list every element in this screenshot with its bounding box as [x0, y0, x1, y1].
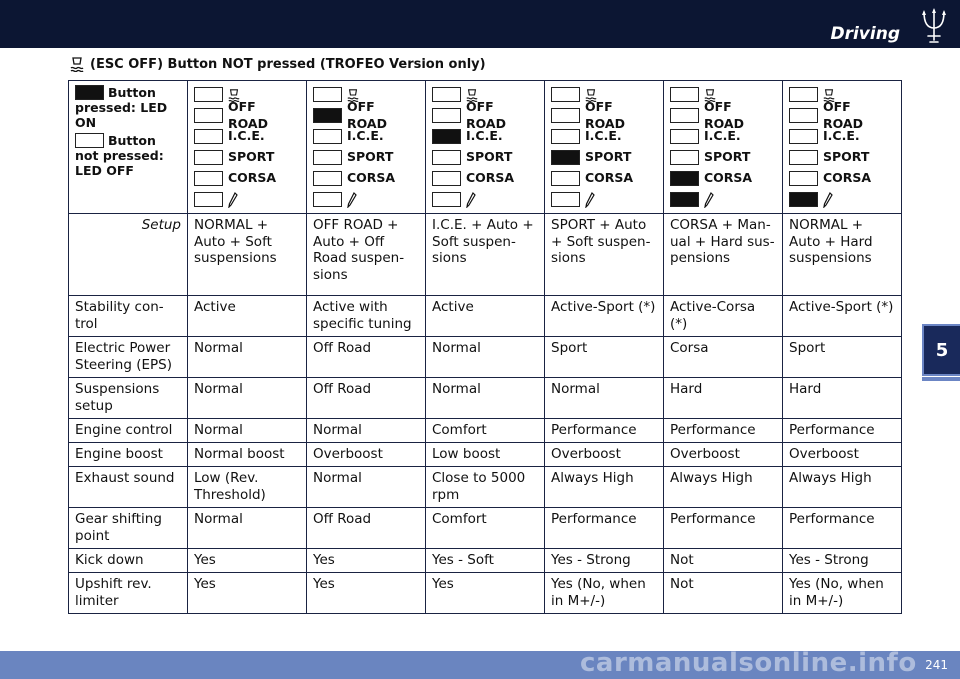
- damper-indicator: [432, 189, 538, 210]
- mode-indicator-cell: [188, 81, 307, 214]
- led-off-box: [789, 87, 818, 102]
- led-off-box: [432, 192, 461, 207]
- table-cell: Sport: [783, 337, 902, 378]
- watermark: carmanualsonline.info: [580, 648, 917, 678]
- indicator-off-road: [313, 99, 419, 131]
- row-label: Engine control: [69, 419, 188, 443]
- mode-indicator-cell: [783, 81, 902, 214]
- table-cell: Yes: [188, 549, 307, 573]
- table-cell: Yes - Strong: [545, 549, 664, 573]
- table-cell: Overboost: [783, 443, 902, 467]
- table-row: [69, 378, 902, 419]
- heading-text: (ESC OFF) Button NOT pressed (TROFEO Version only): [90, 56, 486, 72]
- damper-icon: [823, 192, 833, 208]
- page-number: 241: [925, 658, 948, 672]
- indicator-label: OFF ROAD: [347, 99, 387, 131]
- led-off-box: [432, 108, 461, 123]
- table-row: [69, 573, 902, 614]
- table-cell: Not: [664, 549, 783, 573]
- indicator-label: SPORT: [466, 149, 513, 165]
- table-cell: Off Road: [307, 337, 426, 378]
- indicator-sport: [194, 147, 300, 168]
- indicator-row: [69, 81, 902, 214]
- damper-indicator: [789, 189, 895, 210]
- table-cell: Active: [426, 296, 545, 337]
- row-label: Engine boost: [69, 443, 188, 467]
- indicator-off-road: [670, 99, 776, 131]
- led-off-box: [670, 108, 699, 123]
- led-off-box: [551, 129, 580, 144]
- table-cell: Normal: [307, 467, 426, 508]
- table-cell: Comfort: [426, 419, 545, 443]
- led-on-box: [670, 192, 699, 207]
- table-cell: Not: [664, 573, 783, 614]
- led-off-box: [432, 171, 461, 186]
- indicator-label: CORSA: [347, 170, 396, 186]
- table-cell: Performance: [545, 508, 664, 549]
- table-cell: Performance: [545, 419, 664, 443]
- maserati-trident-icon: [918, 6, 950, 46]
- table-cell: Performance: [783, 508, 902, 549]
- indicator-off-road: [194, 99, 300, 131]
- led-off-box: [551, 87, 580, 102]
- table-cell: Yes - Soft: [426, 549, 545, 573]
- led-off-box: [194, 192, 223, 207]
- led-off-box: [670, 87, 699, 102]
- table-cell: Normal: [545, 378, 664, 419]
- indicator-label: CORSA: [823, 170, 872, 186]
- damper-icon: [466, 192, 476, 208]
- mode-indicator-cell: [426, 81, 545, 214]
- led-off-box: [789, 108, 818, 123]
- damper-indicator: [551, 189, 657, 210]
- indicator-label: CORSA: [466, 170, 515, 186]
- table-cell: NORMAL + Auto + Soft suspensions: [188, 214, 307, 296]
- table-cell: Always High: [545, 467, 664, 508]
- led-off-box: [789, 171, 818, 186]
- mode-indicator-cell: [664, 81, 783, 214]
- indicator-corsa: [670, 168, 776, 189]
- table-cell: Overboost: [664, 443, 783, 467]
- table-cell: Normal: [188, 419, 307, 443]
- indicator-label: OFF ROAD: [228, 99, 268, 131]
- led-on-box: [313, 108, 342, 123]
- damper-indicator: [194, 189, 300, 210]
- led-off-box: [194, 150, 223, 165]
- table-cell: Performance: [783, 419, 902, 443]
- table-cell: Close to 5000 rpm: [426, 467, 545, 508]
- table-cell: Normal: [426, 378, 545, 419]
- indicator-off-road: [789, 99, 895, 131]
- table-cell: Low (Rev. Threshold): [188, 467, 307, 508]
- led-off-box: [194, 87, 223, 102]
- table-cell: SPORT + Auto + Soft suspen- sions: [545, 214, 664, 296]
- table-cell: Overboost: [307, 443, 426, 467]
- mode-indicator-cell: [307, 81, 426, 214]
- indicator-label: I.C.E.: [466, 128, 503, 144]
- esc-off-icon: [70, 56, 84, 72]
- indicator-sport: [551, 147, 657, 168]
- table-heading: [70, 56, 486, 72]
- mode-indicator-cell: [545, 81, 664, 214]
- table-cell: Normal: [188, 337, 307, 378]
- table-cell: NORMAL + Auto + Hard suspensions: [783, 214, 902, 296]
- chapter-number: 5: [935, 339, 949, 361]
- table-cell: I.C.E. + Auto + Soft suspen- sions: [426, 214, 545, 296]
- table-cell: Off Road: [307, 378, 426, 419]
- indicator-label: CORSA: [704, 170, 753, 186]
- top-header-bar: [0, 0, 960, 48]
- drive-mode-table: [68, 80, 902, 614]
- indicator-sport: [313, 147, 419, 168]
- indicator-label: OFF ROAD: [466, 99, 506, 131]
- table-cell: Normal: [188, 508, 307, 549]
- table-cell: Active-Sport (*): [783, 296, 902, 337]
- indicator-label: I.C.E.: [704, 128, 741, 144]
- table-row: [69, 508, 902, 549]
- led-off-box: [432, 87, 461, 102]
- row-label: Exhaust sound: [69, 467, 188, 508]
- table-cell: Normal boost: [188, 443, 307, 467]
- led-on-box: [551, 150, 580, 165]
- table-cell: OFF ROAD + Auto + Off Road suspen- sions: [307, 214, 426, 296]
- led-off-box: [194, 171, 223, 186]
- row-label: Suspensions setup: [69, 378, 188, 419]
- table-cell: Yes: [307, 549, 426, 573]
- led-off-box: [313, 192, 342, 207]
- table-cell: Corsa: [664, 337, 783, 378]
- damper-icon: [585, 192, 595, 208]
- table-cell: Comfort: [426, 508, 545, 549]
- led-on-box: [670, 171, 699, 186]
- indicator-sport: [432, 147, 538, 168]
- indicator-label: OFF ROAD: [585, 99, 625, 131]
- indicator-label: SPORT: [228, 149, 275, 165]
- indicator-corsa: [432, 168, 538, 189]
- indicator-sport: [670, 147, 776, 168]
- led-on-swatch: [75, 85, 104, 100]
- led-off-box: [789, 150, 818, 165]
- table-cell: Always High: [783, 467, 902, 508]
- led-off-box: [789, 129, 818, 144]
- legend-pressed-text: Button pressed: LED ON: [75, 85, 168, 130]
- section-title: Driving: [830, 24, 900, 44]
- table-row: [69, 419, 902, 443]
- table-row: [69, 296, 902, 337]
- table-cell: Overboost: [545, 443, 664, 467]
- table-cell: Performance: [664, 508, 783, 549]
- indicator-corsa: [789, 168, 895, 189]
- led-off-box: [313, 150, 342, 165]
- indicator-label: I.C.E.: [347, 128, 384, 144]
- table-cell: Active with specific tuning: [307, 296, 426, 337]
- indicator-label: OFF ROAD: [823, 99, 863, 131]
- table-cell: Normal: [188, 378, 307, 419]
- table-cell: Yes (No, when in M+/-): [545, 573, 664, 614]
- damper-icon: [228, 192, 238, 208]
- damper-indicator: [670, 189, 776, 210]
- table-cell: Normal: [426, 337, 545, 378]
- led-off-box: [194, 108, 223, 123]
- indicator-label: SPORT: [585, 149, 632, 165]
- damper-indicator: [313, 189, 419, 210]
- table-row: [69, 549, 902, 573]
- table-row: [69, 443, 902, 467]
- legend-not-pressed-text: Button not pressed: LED OFF: [75, 133, 164, 178]
- table-cell: Always High: [664, 467, 783, 508]
- led-off-swatch: [75, 133, 104, 148]
- indicator-corsa: [194, 168, 300, 189]
- table-cell: Active: [188, 296, 307, 337]
- led-off-box: [670, 150, 699, 165]
- table-cell: Performance: [664, 419, 783, 443]
- table-cell: Low boost: [426, 443, 545, 467]
- led-off-box: [194, 129, 223, 144]
- led-off-box: [670, 129, 699, 144]
- led-off-box: [313, 129, 342, 144]
- table-cell: Yes (No, when in M+/-): [783, 573, 902, 614]
- indicator-sport: [789, 147, 895, 168]
- row-label: Kick down: [69, 549, 188, 573]
- table-cell: CORSA + Man- ual + Hard sus- pensions: [664, 214, 783, 296]
- indicator-off-road: [551, 99, 657, 131]
- table-row: [69, 467, 902, 508]
- indicator-label: SPORT: [704, 149, 751, 165]
- led-on-box: [789, 192, 818, 207]
- table-cell: Normal: [307, 419, 426, 443]
- table-cell: Yes: [426, 573, 545, 614]
- indicator-label: OFF ROAD: [704, 99, 744, 131]
- row-label: Upshift rev. limiter: [69, 573, 188, 614]
- indicator-label: I.C.E.: [228, 128, 265, 144]
- led-off-box: [313, 171, 342, 186]
- table-row: [69, 214, 902, 296]
- led-off-box: [551, 108, 580, 123]
- table-cell: Yes - Strong: [783, 549, 902, 573]
- indicator-label: CORSA: [228, 170, 277, 186]
- led-off-box: [313, 87, 342, 102]
- damper-icon: [347, 192, 357, 208]
- table-cell: Hard: [783, 378, 902, 419]
- table-row: [69, 337, 902, 378]
- indicator-label: I.C.E.: [585, 128, 622, 144]
- table-cell: Active-Corsa (*): [664, 296, 783, 337]
- indicator-label: SPORT: [347, 149, 394, 165]
- table-cell: Hard: [664, 378, 783, 419]
- table-cell: Off Road: [307, 508, 426, 549]
- row-label: Electric Power Steering (EPS): [69, 337, 188, 378]
- row-label: Gear shifting point: [69, 508, 188, 549]
- indicator-corsa: [313, 168, 419, 189]
- led-on-box: [432, 129, 461, 144]
- legend-cell: [69, 81, 188, 214]
- indicator-label: SPORT: [823, 149, 870, 165]
- table-cell: Yes: [188, 573, 307, 614]
- led-off-box: [551, 192, 580, 207]
- damper-icon: [704, 192, 714, 208]
- indicator-label: I.C.E.: [823, 128, 860, 144]
- table-cell: Active-Sport (*): [545, 296, 664, 337]
- chapter-tab[interactable]: [922, 324, 960, 376]
- table-cell: Yes: [307, 573, 426, 614]
- led-off-box: [551, 171, 580, 186]
- row-label: Stability con- trol: [69, 296, 188, 337]
- led-off-box: [432, 150, 461, 165]
- row-label: Setup: [69, 214, 188, 296]
- table-cell: Sport: [545, 337, 664, 378]
- indicator-off-road: [432, 99, 538, 131]
- indicator-corsa: [551, 168, 657, 189]
- indicator-label: CORSA: [585, 170, 634, 186]
